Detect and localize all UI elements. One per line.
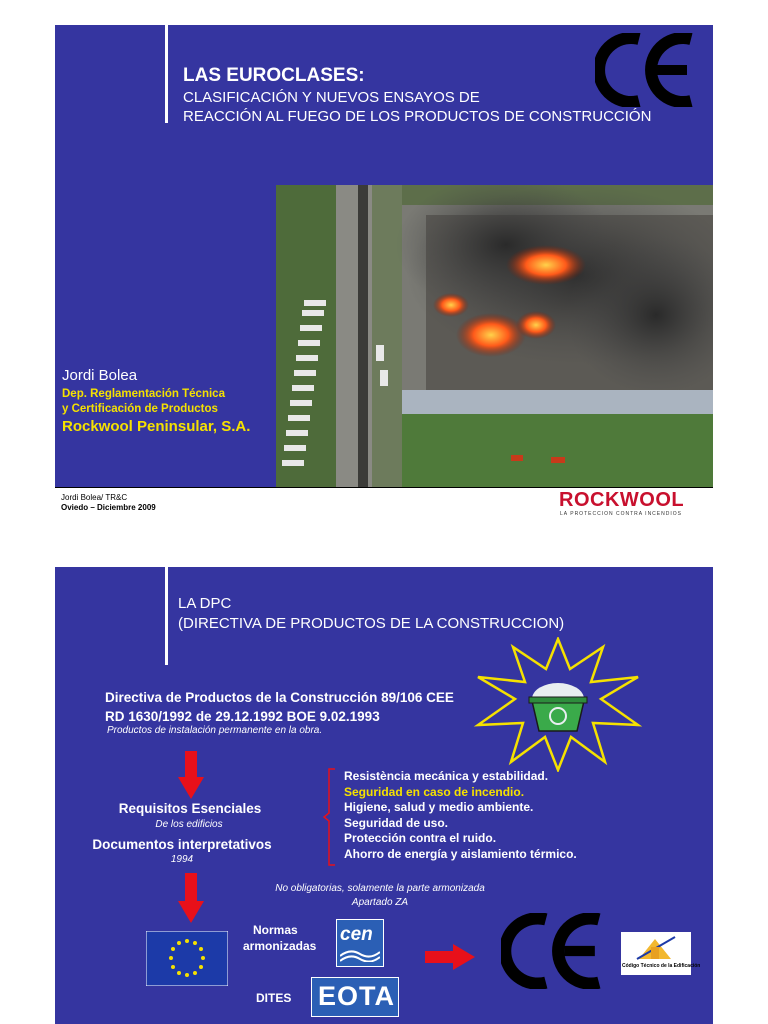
slide1-footer: [55, 487, 713, 518]
requirements-list: [344, 769, 577, 862]
requirement-item: Protección contra el ruido.: [344, 831, 497, 845]
rockwool-tagline: LA PROTECCION CONTRA INCENDIOS: [560, 511, 682, 517]
requirement-item-highlighted: Seguridad en caso de incendio.: [344, 784, 525, 799]
dites-label: DITES: [256, 991, 292, 1005]
requirement-item: Resistència mecánica y estabilidad.: [344, 769, 549, 783]
cte-logo: [621, 932, 701, 975]
ce-mark-logo: [595, 33, 695, 107]
cte-building-icon: [635, 935, 677, 961]
directive-note: Productos de instalación permanente en la obra.: [107, 725, 323, 736]
eu-flag-icon: [146, 931, 228, 986]
department-line2: y Certificación de Productos: [62, 403, 218, 415]
slide1-title: LAS EUROCLASES:: [183, 65, 365, 86]
eota-logo: [311, 977, 399, 1017]
requirements-brace: [323, 767, 339, 867]
slide1-subtitle-line1: CLASIFICACIÓN Y NUEVOS ENSAYOS DE: [183, 89, 480, 106]
normas-label-line2: armonizadas: [243, 939, 317, 953]
interpretative-docs-title: Documentos interpretativos: [92, 837, 272, 852]
cen-logo: [336, 919, 384, 967]
eota-logo-text: EOTA: [318, 981, 395, 1011]
down-arrow-icon: [178, 873, 204, 923]
right-arrow-icon: [425, 944, 475, 970]
footer-author: Jordi Bolea/ TR&C: [61, 493, 128, 502]
requirement-item: Higiene, salud y medio ambiente.: [344, 800, 534, 814]
slide-1: [55, 25, 713, 518]
factory-fire-photo: [276, 185, 713, 488]
cen-wave-icon: [340, 948, 380, 962]
cen-logo-text: cen: [340, 924, 373, 945]
title-divider: [165, 567, 168, 665]
directive-line1: Directiva de Productos de la Construcción 89/106 CEE: [105, 690, 454, 705]
down-arrow-icon: [178, 751, 204, 799]
author-name: Jordi Bolea: [62, 367, 138, 384]
slide2-title-line1: LA DPC: [178, 595, 232, 612]
harmonized-note-line2: Apartado ZA: [351, 897, 409, 908]
footer-place-date: Oviedo – Diciembre 2009: [61, 503, 156, 512]
requirements-subtitle: De los edificios: [155, 819, 223, 830]
normas-label-line1: Normas: [253, 923, 298, 937]
department-line1: Dep. Reglamentación Técnica: [62, 388, 225, 400]
ce-mark-logo: [501, 913, 603, 989]
slide1-subtitle-line2: REACCIÓN AL FUEGO DE LOS PRODUCTOS DE CONSTRUCCIÓN: [183, 108, 652, 125]
cte-logo-text: Código Técnico de la Edificación: [622, 963, 701, 969]
slide2-title-line2: (DIRECTIVA DE PRODUCTOS DE LA CONSTRUCCION): [178, 615, 565, 632]
harmonized-note-line1: No obligatorias, solamente la parte armonizada: [275, 883, 485, 894]
requirement-item: Ahorro de energía y aislamiento térmico.: [344, 846, 577, 861]
title-divider: [165, 25, 168, 123]
rockwool-logo: ROCKWOOL: [559, 489, 685, 511]
requirements-title: Requisitos Esenciales: [118, 801, 262, 816]
company-name: Rockwool Peninsular, S.A.: [62, 418, 251, 435]
slide-2: [55, 567, 713, 1024]
directive-line2: RD 1630/1992 de 29.12.1992 BOE 9.02.1993: [105, 709, 380, 724]
requirement-item: Seguridad de uso.: [344, 815, 449, 830]
recycling-starburst-icon: [473, 637, 643, 772]
interpretative-docs-year: 1994: [170, 854, 194, 865]
